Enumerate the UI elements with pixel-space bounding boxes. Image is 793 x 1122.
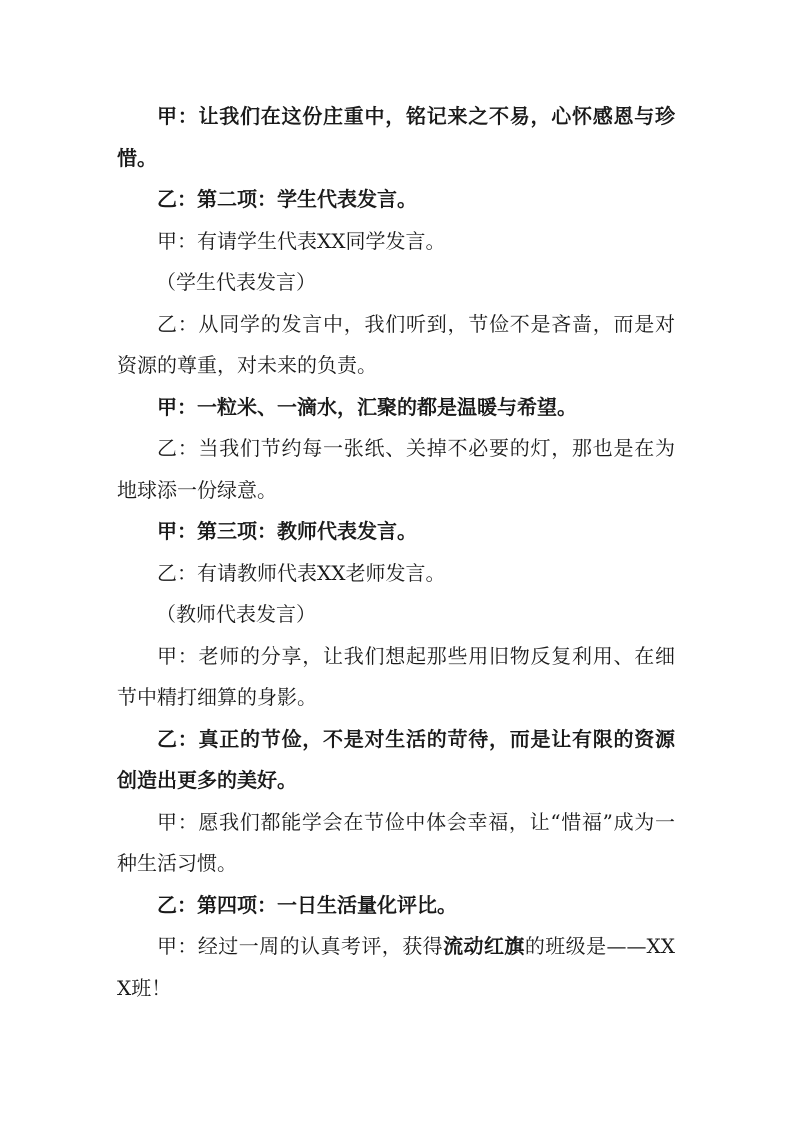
paragraph-text: 一粒米、一滴水，汇聚的都是温暖与希望。 bbox=[197, 394, 577, 419]
paragraph-text: 愿我们都能学会在节俭中体会幸福，让“惜福”成为一种生活习惯。 bbox=[117, 809, 675, 875]
paragraph-11 bbox=[117, 636, 675, 719]
paragraph-text-before: 经过一周的认真考评，获得 bbox=[197, 934, 444, 958]
paragraph-13 bbox=[117, 802, 675, 885]
speaker-label: 甲： bbox=[157, 809, 199, 834]
paragraph-text: 第四项：一日生活量化评比。 bbox=[197, 892, 457, 917]
speaker-label: 乙： bbox=[157, 187, 197, 211]
paragraph-7 bbox=[117, 428, 675, 511]
paragraph-8 bbox=[117, 511, 675, 553]
speaker-label: 甲： bbox=[157, 934, 198, 958]
paragraph-text: （教师代表发言） bbox=[156, 602, 316, 626]
paragraph-4 bbox=[117, 262, 675, 304]
paragraph-15 bbox=[117, 926, 675, 1009]
paragraph-9 bbox=[117, 553, 675, 595]
highlighted-term: 流动红旗 bbox=[443, 934, 525, 958]
speaker-label: 乙： bbox=[157, 436, 199, 460]
paragraph-text: 当我们节约每一张纸、关掉不必要的灯，那也是在为地球添一份绿意。 bbox=[117, 436, 675, 502]
speaker-label: 甲： bbox=[157, 643, 199, 668]
speaker-label: 甲： bbox=[157, 394, 197, 419]
paragraph-3 bbox=[117, 221, 675, 263]
paragraph-text: 第二项：学生代表发言。 bbox=[197, 187, 417, 211]
paragraph-text: （学生代表发言） bbox=[156, 270, 316, 294]
paragraph-text: 第三项：教师代表发言。 bbox=[197, 519, 417, 543]
paragraph-text: 让我们在这份庄重中，铭记来之不易，心怀感恩与珍惜。 bbox=[117, 104, 675, 170]
paragraph-5 bbox=[117, 304, 675, 387]
speaker-label: 乙： bbox=[157, 892, 197, 917]
paragraph-1 bbox=[117, 96, 675, 179]
speaker-label: 甲： bbox=[157, 519, 197, 543]
paragraph-2 bbox=[117, 179, 675, 221]
document-body bbox=[117, 96, 675, 1009]
paragraph-text: 有请教师代表XX老师发言。 bbox=[197, 560, 446, 585]
paragraph-text: 真正的节俭，不是对生活的苛待，而是让有限的资源创造出更多的美好。 bbox=[117, 726, 675, 792]
speaker-label: 乙： bbox=[157, 560, 197, 585]
paragraph-text: 从同学的发言中，我们听到，节俭不是吝啬，而是对资源的尊重，对未来的负责。 bbox=[117, 311, 675, 377]
paragraph-14 bbox=[117, 885, 675, 927]
paragraph-6 bbox=[117, 387, 675, 429]
speaker-label: 甲： bbox=[157, 228, 197, 253]
speaker-label: 乙： bbox=[157, 726, 199, 751]
paragraph-10 bbox=[117, 594, 675, 636]
paragraph-12 bbox=[117, 719, 675, 802]
paragraph-text: 有请学生代表XX同学发言。 bbox=[197, 228, 446, 253]
paragraph-text-after: 的班级是——XXX班！ bbox=[117, 934, 676, 1000]
speaker-label: 甲： bbox=[157, 104, 199, 128]
paragraph-text: 老师的分享，让我们想起那些用旧物反复利用、在细节中精打细算的身影。 bbox=[117, 643, 675, 709]
speaker-label: 乙： bbox=[157, 311, 199, 336]
